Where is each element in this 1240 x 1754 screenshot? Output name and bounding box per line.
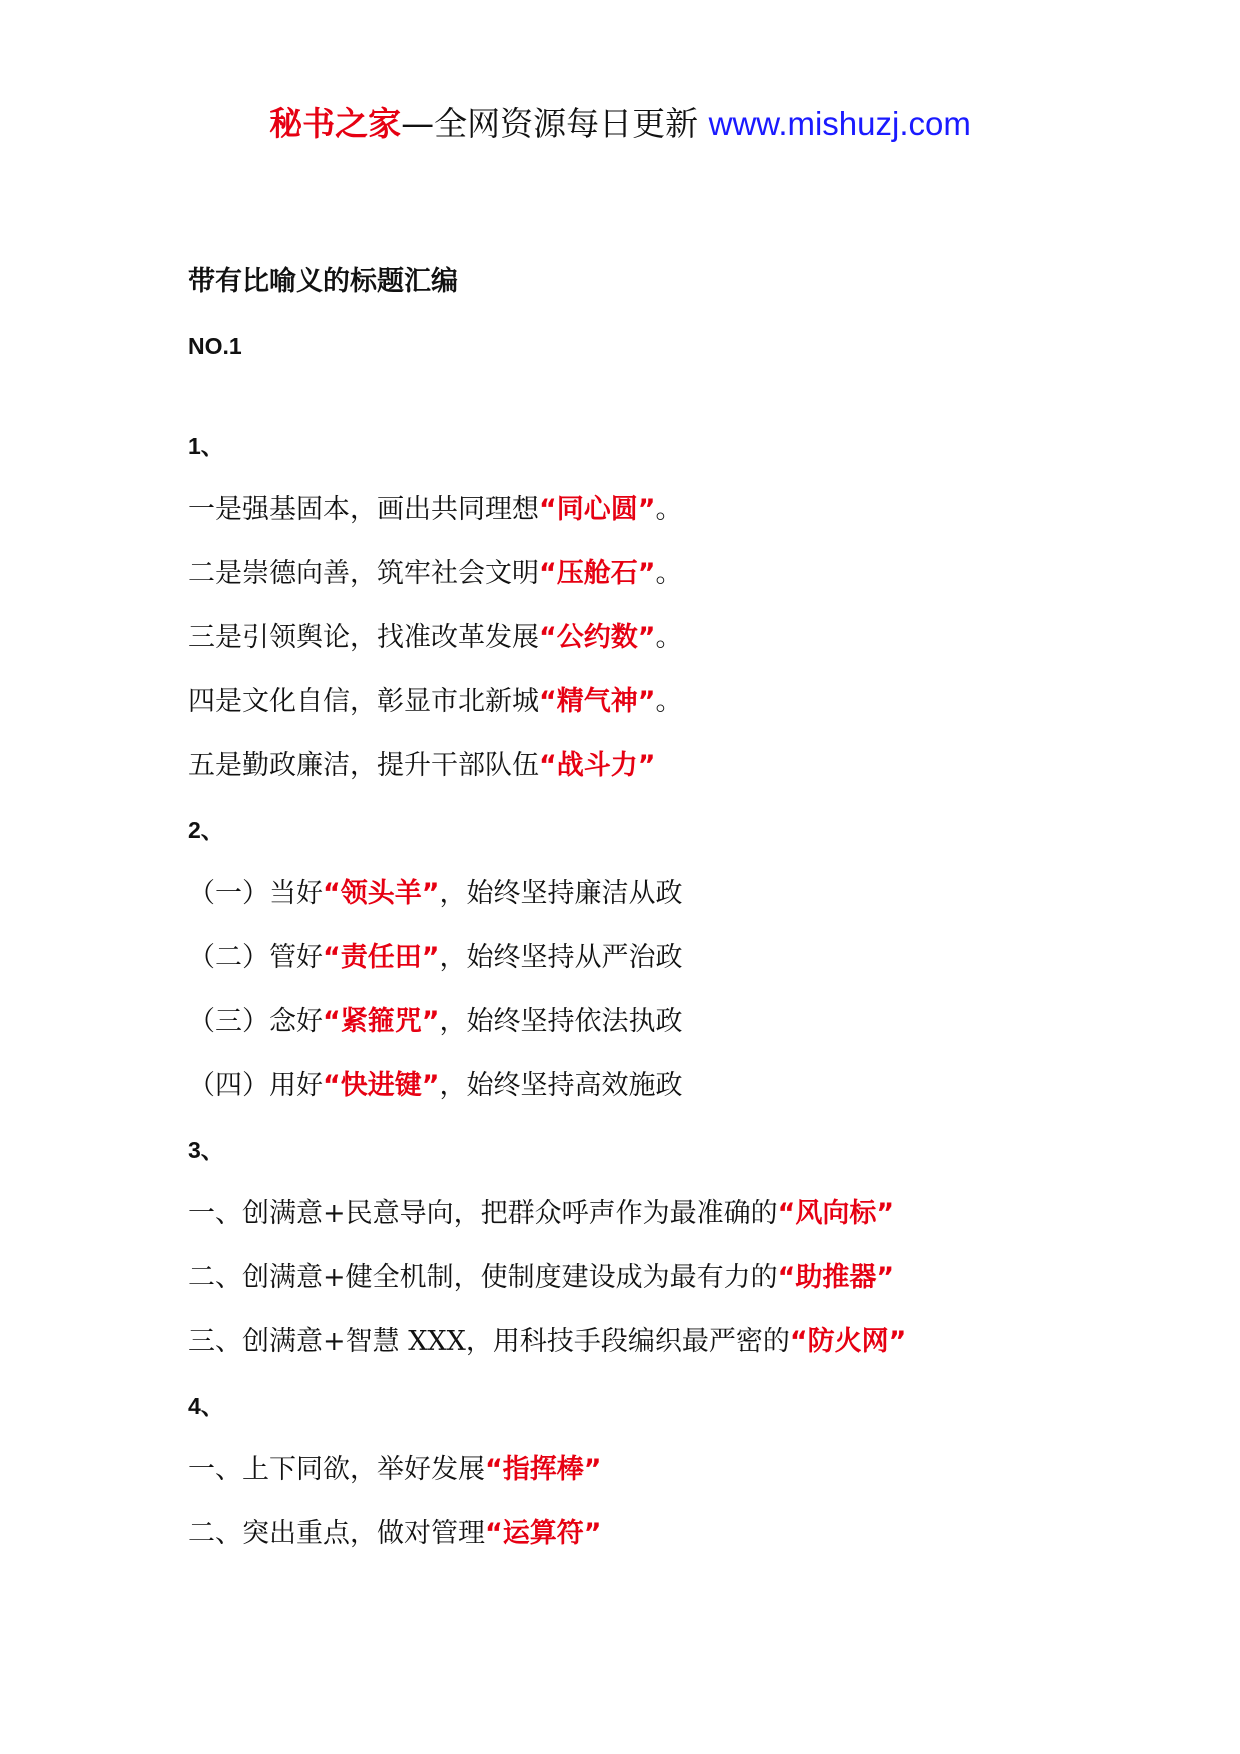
highlight-phrase: “快进键” xyxy=(323,1070,440,1101)
list-item xyxy=(188,746,1088,786)
list-item xyxy=(188,618,1088,658)
line-text: 一是强基固本，画出共同理想 xyxy=(188,494,539,525)
section-number: 3、 xyxy=(188,1137,224,1163)
line-text: 一、上下同欲，举好发展 xyxy=(188,1454,485,1485)
highlight-phrase: “责任田” xyxy=(323,942,440,973)
highlight-phrase: “运算符” xyxy=(485,1518,602,1549)
line-suffix: ，始终坚持从严治政 xyxy=(439,942,683,973)
section-number: 1、 xyxy=(188,433,224,459)
line-suffix: 。 xyxy=(655,622,683,653)
line-text: （三）念好 xyxy=(188,1006,323,1037)
highlight-phrase: “领头羊” xyxy=(323,878,440,909)
highlight-phrase: “同心圆” xyxy=(539,494,656,525)
list-item xyxy=(188,1194,1088,1234)
line-text: 一、创满意+民意导向，把群众呼声作为最准确的 xyxy=(188,1198,778,1229)
line-text: 二是崇德向善，筑牢社会文明 xyxy=(188,558,539,589)
list-item xyxy=(188,874,1088,914)
list-item xyxy=(188,938,1088,978)
list-item xyxy=(188,490,1088,530)
line-suffix: ，始终坚持依法执政 xyxy=(439,1006,683,1037)
line-text: （二）管好 xyxy=(188,942,323,973)
section-number: 4、 xyxy=(188,1393,224,1419)
line-suffix: 。 xyxy=(655,494,683,525)
line-suffix: 。 xyxy=(655,558,683,589)
line-suffix: ，始终坚持高效施政 xyxy=(439,1070,683,1101)
list-item xyxy=(188,1450,1088,1490)
line-text: 三是引领舆论，找准改革发展 xyxy=(188,622,539,653)
list-item xyxy=(188,1066,1088,1106)
section-number: 2、 xyxy=(188,817,224,843)
line-suffix: ，始终坚持廉洁从政 xyxy=(439,878,683,909)
highlight-phrase: “风向标” xyxy=(777,1198,895,1229)
list-item xyxy=(188,1258,1088,1298)
site-name: 秘书之家 xyxy=(269,104,402,143)
line-text: （四）用好 xyxy=(188,1070,323,1101)
highlight-phrase: “助推器” xyxy=(777,1262,895,1293)
site-header xyxy=(0,100,1240,148)
document-title: 带有比喻义的标题汇编 xyxy=(188,266,458,297)
highlight-phrase: “指挥棒” xyxy=(485,1454,602,1485)
line-text: （一）当好 xyxy=(188,878,323,909)
list-item xyxy=(188,554,1088,594)
list-item xyxy=(188,1002,1088,1042)
list-item xyxy=(188,1322,1088,1362)
highlight-phrase: “公约数” xyxy=(539,622,656,653)
highlight-phrase: “精气神” xyxy=(539,686,656,717)
list-item xyxy=(188,1514,1088,1554)
document-body xyxy=(188,262,1088,1554)
line-text: 五是勤政廉洁，提升干部队伍 xyxy=(188,750,539,781)
site-slogan: —全网资源每日更新 xyxy=(401,104,709,143)
highlight-phrase: “紧箍咒” xyxy=(323,1006,440,1037)
line-text: 二、突出重点，做对管理 xyxy=(188,1518,485,1549)
highlight-phrase: “压舱石” xyxy=(539,558,656,589)
document-subtitle: NO.1 xyxy=(188,333,242,359)
line-text: 二、创满意+健全机制，使制度建设成为最有力的 xyxy=(188,1262,778,1293)
site-url-link[interactable]: www.mishuzj.com xyxy=(708,105,971,142)
line-text: 四是文化自信，彰显市北新城 xyxy=(188,686,539,717)
highlight-phrase: “战斗力” xyxy=(539,750,656,781)
highlight-phrase: “防火网” xyxy=(789,1326,907,1357)
line-suffix: 。 xyxy=(655,686,683,717)
list-item xyxy=(188,682,1088,722)
line-text: 三、创满意+智慧 XXX，用科技手段编织最严密的 xyxy=(188,1326,790,1357)
